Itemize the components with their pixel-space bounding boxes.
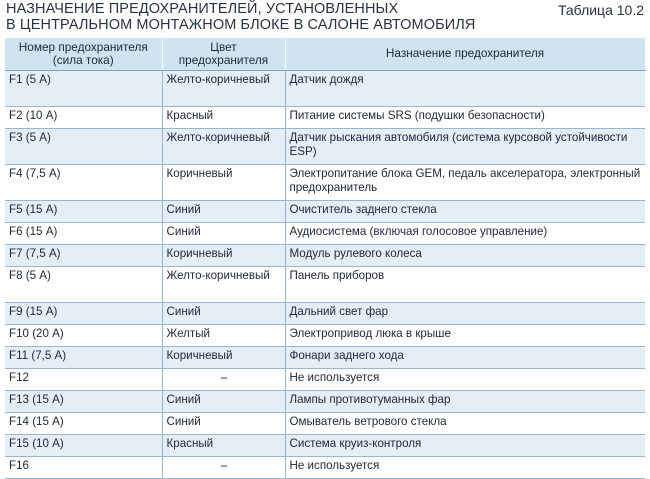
table-row [5, 267, 645, 303]
table-row [5, 369, 645, 391]
fuse-color-cell: Синий [162, 413, 285, 435]
table-row [5, 201, 645, 223]
table-row [5, 435, 645, 457]
fuse-number-cell: F11 (7,5 А) [5, 347, 162, 369]
fuse-number-cell: F5 (15 А) [5, 201, 162, 223]
fuse-purpose-cell: Дальний свет фар [285, 303, 645, 325]
fuse-purpose-cell: Не используется [285, 457, 645, 479]
fuse-purpose-cell: Электропривод люка в крыше [285, 325, 645, 347]
fuse-purpose-cell: Лампы противотуманных фар [285, 391, 645, 413]
fuse-number-cell: F6 (15 А) [5, 223, 162, 245]
table-row [5, 303, 645, 325]
fuse-color-cell: Синий [162, 201, 285, 223]
table-row [5, 223, 645, 245]
header-color-line-2: предохранителя [178, 53, 269, 67]
table-row [5, 325, 645, 347]
table-row [5, 413, 645, 435]
table-number-label: Таблица 10.2 [557, 2, 644, 18]
header-fuse-color [162, 38, 285, 71]
fuse-purpose-cell: Модуль рулевого колеса [285, 245, 645, 267]
fuse-color-cell: Желто-коричневый [162, 71, 285, 107]
fuse-color-cell: Синий [162, 391, 285, 413]
document-title [6, 1, 566, 33]
fuse-purpose-cell: Панель приборов [285, 267, 645, 303]
fuse-color-cell: Синий [162, 223, 285, 245]
fuse-color-cell: Красный [162, 107, 285, 129]
table-row [5, 391, 645, 413]
fuse-purpose-cell: Датчик дождя [285, 71, 645, 107]
fuse-number-cell: F13 (15 А) [5, 391, 162, 413]
table-row [5, 107, 645, 129]
fuse-color-cell: Желто-коричневый [162, 267, 285, 303]
table-row [5, 129, 645, 165]
fuse-color-cell: – [162, 457, 285, 479]
header-fuse-purpose: Назначение предохранителя [285, 38, 645, 71]
fuse-color-cell: Красный [162, 435, 285, 457]
header-color-line-1: Цвет [210, 39, 237, 54]
fuse-purpose-cell: Электропитание блока GEM, педаль акселератора, электронный предохранитель [285, 165, 645, 201]
table-row [5, 245, 645, 267]
fuse-number-cell: F4 (7,5 А) [5, 165, 162, 201]
header-fuse-line-2: (сила тока) [52, 53, 114, 67]
fuse-color-cell: Коричневый [162, 245, 285, 267]
header-fuse-number [5, 38, 162, 71]
fuse-color-cell: Синий [162, 303, 285, 325]
fuse-purpose-cell: Аудиосистема (включая голосовое управление) [285, 223, 645, 245]
table-row [5, 165, 645, 201]
table-row [5, 457, 645, 479]
table-header-row [5, 38, 645, 71]
title-line-2: В ЦЕНТРАЛЬНОМ МОНТАЖНОМ БЛОКЕ В САЛОНЕ АВТОМОБИЛЯ [6, 17, 476, 33]
fuse-color-cell: Желтый [162, 325, 285, 347]
fuse-number-cell: F12 [5, 369, 162, 391]
title-line-1: НАЗНАЧЕНИЕ ПРЕДОХРАНИТЕЛЕЙ, УСТАНОВЛЕННЫХ [6, 1, 399, 17]
fuse-color-cell: Коричневый [162, 165, 285, 201]
fuse-color-cell: – [162, 369, 285, 391]
fuse-table [5, 38, 646, 479]
fuse-purpose-cell: Фонари заднего хода [285, 347, 645, 369]
fuse-purpose-cell: Омыватель ветрового стекла [285, 413, 645, 435]
fuse-number-cell: F3 (5 А) [5, 129, 162, 165]
fuse-color-cell: Коричневый [162, 347, 285, 369]
fuse-number-cell: F14 (15 А) [5, 413, 162, 435]
fuse-purpose-cell: Датчик рыскания автомобиля (система курсовой устойчивости ESP) [285, 129, 645, 165]
fuse-purpose-cell: Очиститель заднего стекла [285, 201, 645, 223]
fuse-purpose-cell: Система круиз-контроля [285, 435, 645, 457]
fuse-number-cell: F9 (15 А) [5, 303, 162, 325]
fuse-number-cell: F7 (7,5 А) [5, 245, 162, 267]
fuse-number-cell: F8 (5 А) [5, 267, 162, 303]
table-row [5, 71, 645, 107]
fuse-number-cell: F2 (10 А) [5, 107, 162, 129]
fuse-number-cell: F16 [5, 457, 162, 479]
fuse-number-cell: F15 (10 А) [5, 435, 162, 457]
fuse-purpose-cell: Питание системы SRS (подушки безопасности) [285, 107, 645, 129]
fuse-purpose-cell: Не используется [285, 369, 645, 391]
fuse-number-cell: F10 (20 А) [5, 325, 162, 347]
header-fuse-line-1: Номер предохранителя [18, 39, 148, 54]
table-row [5, 347, 645, 369]
fuse-color-cell: Желто-коричневый [162, 129, 285, 165]
fuse-number-cell: F1 (5 А) [5, 71, 162, 107]
